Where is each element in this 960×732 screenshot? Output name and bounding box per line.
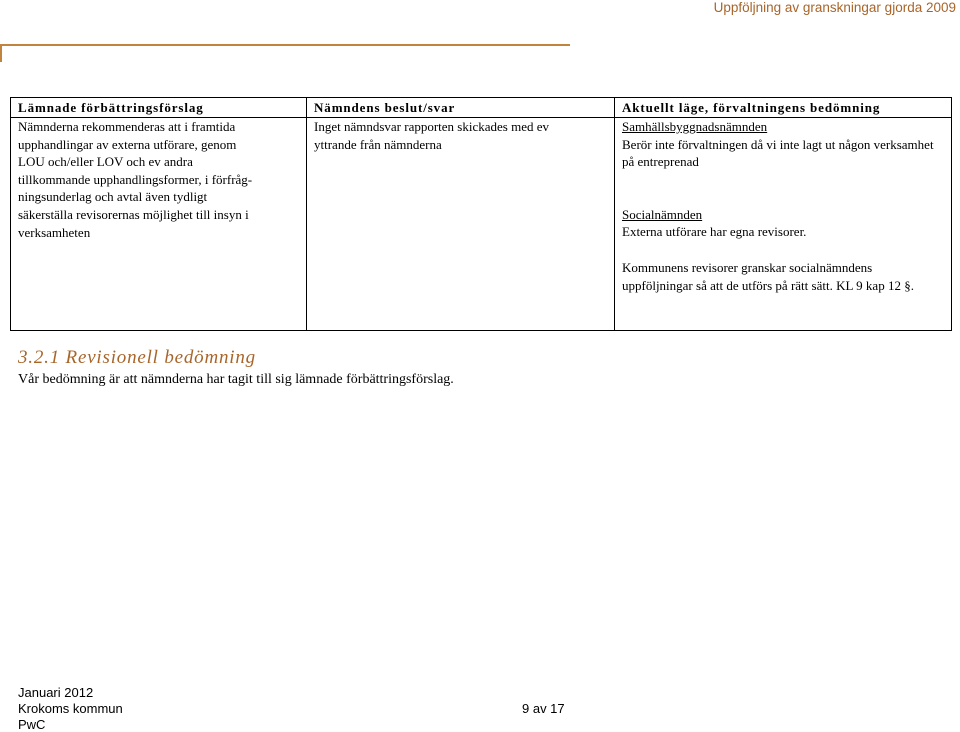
spacer bbox=[622, 171, 944, 206]
proposal-line: ningsunderlag och avtal även tydligt bbox=[18, 189, 208, 205]
header-rule-tick bbox=[0, 44, 2, 62]
footer-page-number: 9 av 17 bbox=[522, 701, 565, 716]
proposal-line: säkerställa revisorernas möjlighet till insyn i bbox=[18, 206, 249, 222]
footer-org: Krokoms kommun bbox=[18, 701, 123, 716]
table-row bbox=[11, 118, 952, 331]
status-text-social-2: Kommunens revisorer granskar socialnämndens uppföljningar så att de utförs på rätt sätt. KL 9 kap 12 §. bbox=[622, 259, 914, 293]
cell-proposal bbox=[11, 118, 307, 331]
status-text-samhallsbyggnad: Berör inte förvaltningen då vi inte lagt ut någon verksamhet på entreprenad bbox=[622, 136, 934, 170]
column-header-proposals: Lämnade förbättringsförslag bbox=[11, 98, 307, 118]
status-heading-social: Socialnämnden bbox=[622, 206, 703, 222]
document-header-title: Uppföljning av granskningar gjorda 2009 bbox=[713, 0, 956, 15]
decision-line: yttrande från nämnderna bbox=[314, 136, 442, 152]
proposal-line: verksamheten bbox=[18, 224, 91, 240]
status-heading-samhallsbyggnad: Samhällsbyggnadsnämnden bbox=[622, 119, 768, 134]
column-header-decision: Nämndens beslut/svar bbox=[307, 98, 615, 118]
footer-company: PwC bbox=[18, 717, 46, 732]
cell-decision bbox=[307, 118, 615, 331]
followup-table bbox=[10, 97, 952, 331]
decision-line: Inget nämndsvar rapporten skickades med ev bbox=[314, 119, 550, 134]
header-rule bbox=[0, 44, 570, 46]
proposal-line: tillkommande upphandlingsformer, i förfråg- bbox=[18, 171, 253, 187]
section-body: Vår bedömning är att nämnderna har tagit till sig lämnade förbättringsförslag. bbox=[18, 372, 454, 387]
footer-date: Januari 2012 bbox=[18, 685, 94, 700]
spacer bbox=[622, 241, 944, 259]
proposal-line: Nämnderna rekommenderas att i framtida bbox=[18, 119, 236, 134]
cell-status bbox=[615, 118, 952, 331]
proposal-line: upphandlingar av externa utförare, genom bbox=[18, 136, 237, 152]
proposal-line: LOU och/eller LOV och ev andra bbox=[18, 154, 193, 170]
table-header-row bbox=[11, 98, 952, 118]
section-heading: 3.2.1 Revisionell bedömning bbox=[18, 347, 256, 368]
status-text-social-1: Externa utförare har egna revisorer. bbox=[622, 224, 807, 240]
column-header-status: Aktuellt läge, förvaltningens bedömning bbox=[615, 98, 952, 118]
